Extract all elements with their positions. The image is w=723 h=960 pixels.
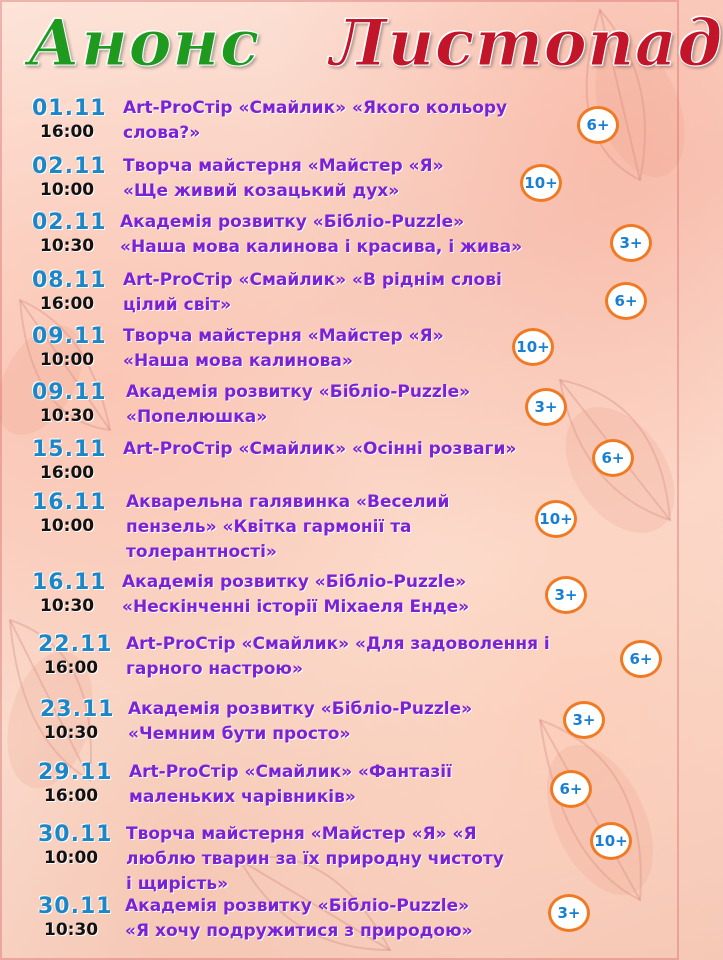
age-badge: 6+ [550,770,592,808]
event-description-line: Акварельна галявинка «Веселий [126,492,450,512]
event-time: 16:00 [40,122,95,142]
event-description-line: Академія розвитку «Бібліо-Puzzle» [122,572,467,592]
age-badge: 10+ [512,328,554,366]
event-description-line: Академія розвитку «Бібліо-Puzzle» [120,212,465,232]
event-date: 30.11 [38,894,113,919]
age-badge: 6+ [605,282,647,320]
event-description [126,822,504,897]
event-description-line: «Чемним бути просто» [128,724,351,744]
event-time: 10:00 [40,350,95,370]
event-time: 16:00 [40,294,95,314]
age-badge: 3+ [610,224,652,262]
event-description-line: Art-ProСтір «Смайлик» «Фантазії [129,762,452,782]
event-date: 22.11 [38,632,113,657]
event-description [122,570,469,620]
event-description-line: слова?» [123,123,201,143]
event-description-line: Творча майстерня «Майстер «Я» «Я [126,824,477,844]
event-date: 23.11 [40,697,115,722]
event-description-line: «Наша мова калинова і красива, і жива» [120,237,523,257]
event-date: 16.11 [32,570,107,595]
title-month: Листопад [330,6,723,81]
event-description [126,380,470,430]
age-badge: 3+ [548,894,590,932]
event-description-line: Творча майстерня «Майстер «Я» [123,326,444,346]
event-time: 16:00 [44,786,99,806]
event-description [126,632,550,682]
event-description-line: «Ще живий козацький дух» [123,181,400,201]
event-time: 16:00 [44,658,99,678]
age-badge: 6+ [592,439,634,477]
event-time: 10:00 [40,516,95,536]
event-description [123,154,444,204]
event-date: 02.11 [32,210,107,235]
event-description-line: Творча майстерня «Майстер «Я» [123,156,444,176]
age-badge: 10+ [590,822,632,860]
event-date: 02.11 [32,154,107,179]
event-time: 10:30 [44,920,99,940]
event-description-line: Art-ProСтір «Смайлик» «Якого кольору [123,98,508,118]
event-description [120,210,522,260]
event-description [126,490,449,565]
event-description-line: Art-ProСтір «Смайлик» «В ріднім слові [123,270,502,290]
event-description-line: пензель» «Квітка гармонії та [126,517,412,537]
event-date: 09.11 [32,324,107,349]
event-description [123,268,502,318]
event-description-line: і щирість» [126,874,229,894]
event-description [129,760,452,810]
age-badge: 3+ [563,701,605,739]
age-badge: 3+ [525,388,567,426]
event-description-line: Art-ProСтір «Смайлик» «Осінні розваги» [123,439,517,459]
event-description [128,697,472,747]
event-description-line: «Я хочу подружитися з природою» [125,921,473,941]
event-date: 08.11 [32,268,107,293]
event-description [123,437,516,462]
age-badge: 6+ [620,640,662,678]
event-description-line: люблю тварин за їх природну чистоту [126,849,504,869]
event-description-line: цілий світ» [123,295,232,315]
event-time: 10:30 [44,723,99,743]
event-description [123,96,507,146]
event-description-line: Академія розвитку «Бібліо-Puzzle» [128,699,473,719]
event-date: 01.11 [32,96,107,121]
age-badge: 6+ [577,106,619,144]
event-time: 10:30 [40,596,95,616]
event-description-line: Академія розвитку «Бібліо-Puzzle» [125,896,470,916]
event-date: 30.11 [38,822,113,847]
event-description-line: «Попелюшка» [126,407,268,427]
event-date: 09.11 [32,380,107,405]
event-description-line: толерантності» [126,542,277,562]
event-date: 29.11 [38,760,113,785]
event-date: 15.11 [32,437,107,462]
age-badge: 10+ [535,500,577,538]
event-time: 10:00 [44,848,99,868]
event-time: 16:00 [40,463,95,483]
event-description-line: гарного настрою» [126,659,303,679]
event-description-line: Art-ProСтір «Смайлик» «Для задоволення і [126,634,550,654]
age-badge: 10+ [520,164,562,202]
event-time: 10:30 [40,406,95,426]
event-description-line: «Нескінченні історії Міхаеля Енде» [122,597,470,617]
event-description-line: «Наша мова калинова» [123,351,353,371]
event-description-line: маленьких чарівників» [129,787,356,807]
title-announce: Анонс [28,6,261,81]
age-badge: 3+ [545,576,587,614]
event-description [125,894,473,944]
event-description [123,324,444,374]
event-time: 10:00 [40,180,95,200]
event-date: 16.11 [32,490,107,515]
event-description-line: Академія розвитку «Бібліо-Puzzle» [126,382,471,402]
event-time: 10:30 [40,236,95,256]
